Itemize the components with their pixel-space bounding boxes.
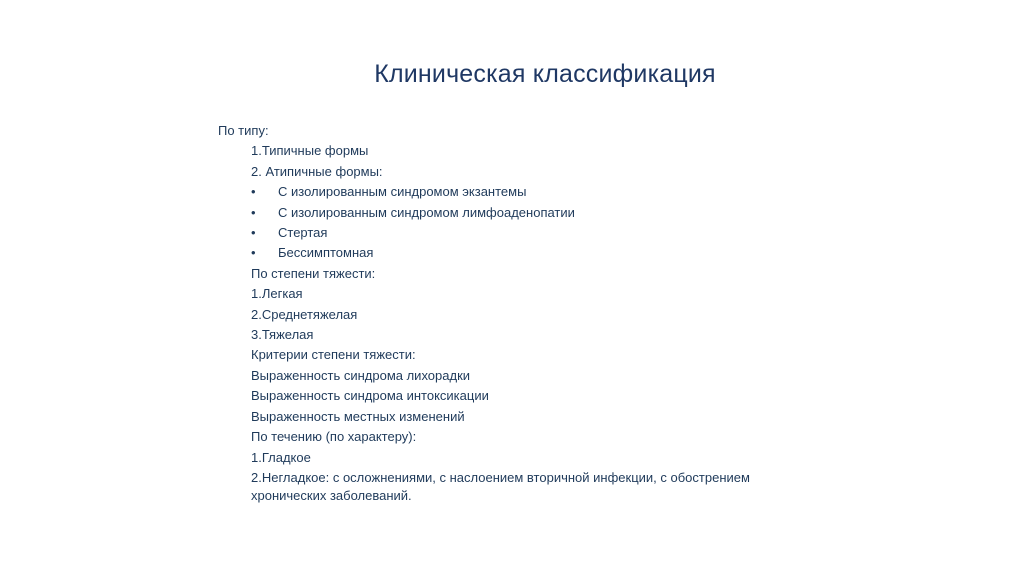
criteria-heading: Критерии степени тяжести: — [251, 347, 416, 363]
bullet-text: Стертая — [278, 225, 328, 241]
severity-item-moderate: 2.Среднетяжелая — [251, 306, 358, 322]
bullet-icon: • — [251, 245, 256, 261]
list-item — [218, 203, 838, 223]
list-item — [218, 182, 838, 202]
criteria-item-intoxication: Выраженность синдрома интоксикации — [251, 388, 489, 404]
bullet-icon: • — [251, 204, 256, 220]
criteria-item-local: Выраженность местных изменений — [251, 408, 465, 424]
list-item — [218, 243, 838, 263]
severity-item-severe: 3.Тяжелая — [251, 327, 314, 343]
slide-content — [218, 121, 838, 505]
course-item-complicated: 2.Негладкое: с осложнениями, с наслоением вторичной инфекции, с обострением хронических заболеваний. — [251, 469, 750, 503]
bullet-text: С изолированным синдромом лимфоаденопатии — [278, 204, 575, 220]
bullet-text: Бессимптомная — [278, 245, 374, 261]
type-item-atypical: 2. Атипичные формы: — [251, 163, 383, 179]
severity-heading: По степени тяжести: — [251, 265, 376, 281]
type-heading: По типу: — [218, 123, 269, 138]
list-item — [218, 223, 838, 243]
slide-title: Клиническая классификация — [374, 60, 716, 88]
criteria-item-fever: Выраженность синдрома лихорадки — [251, 367, 471, 383]
bullet-icon: • — [251, 184, 256, 200]
bullet-text: С изолированным синдромом экзантемы — [278, 184, 527, 200]
bullet-icon: • — [251, 225, 256, 241]
type-item-typical: 1.Типичные формы — [251, 143, 369, 159]
severity-item-mild: 1.Легкая — [251, 286, 303, 302]
course-heading: По течению (по характеру): — [251, 429, 417, 445]
course-item-smooth: 1.Гладкое — [251, 449, 311, 465]
